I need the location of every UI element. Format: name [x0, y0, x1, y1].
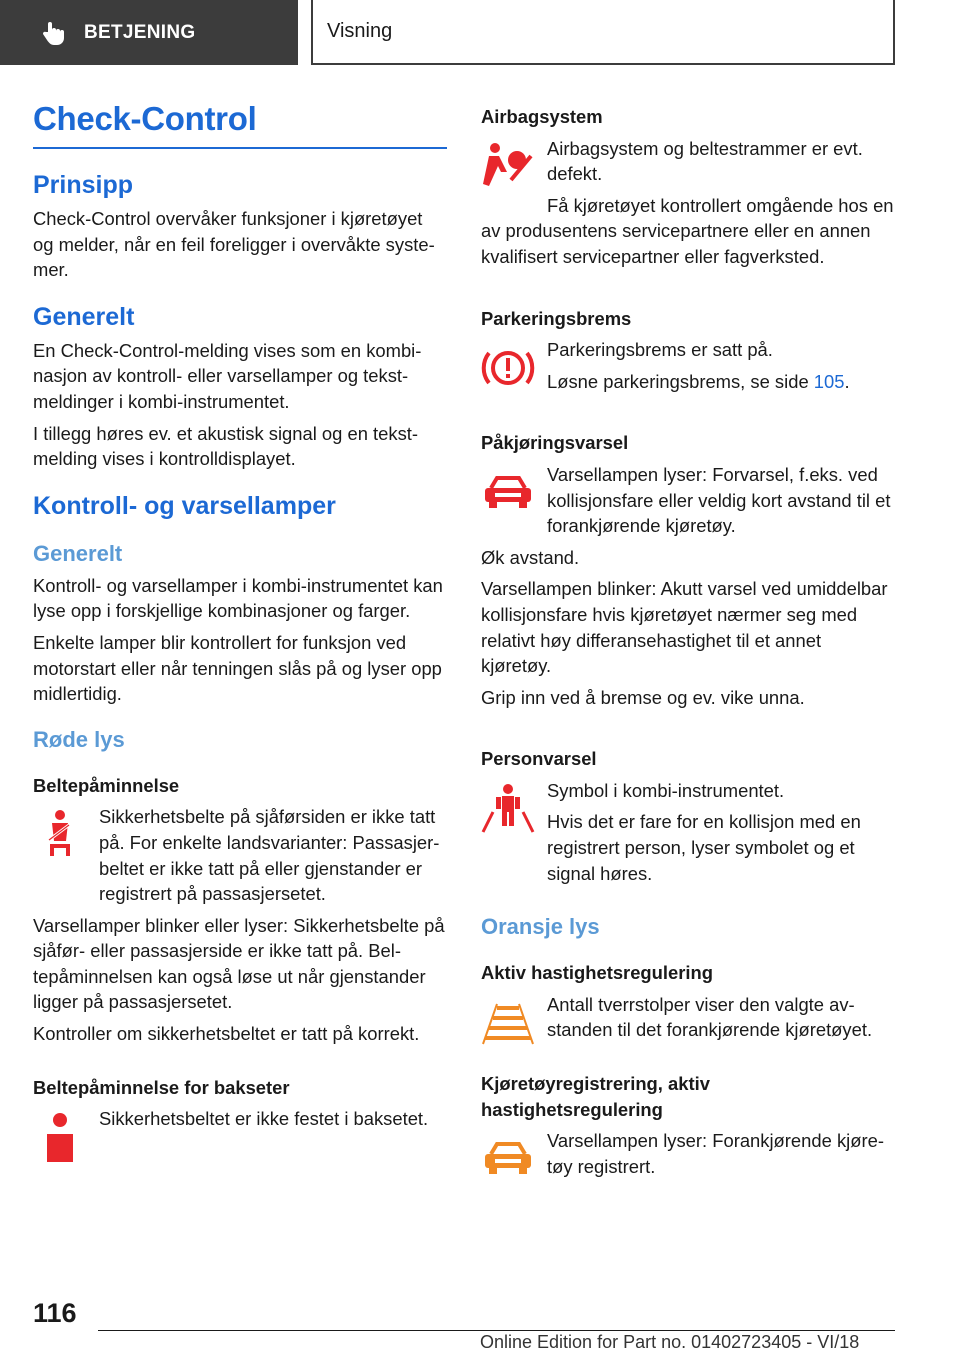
page-link-105[interactable]: 105 — [813, 370, 845, 392]
person-text-1: Symbol i kombi-instrumentet. — [547, 779, 785, 801]
belt-text-1: Sikkerhetsbelte på sjåførsiden er ikke tatt på. For enkelte landsvarianter: Passasjerbeltet er ikke tatt på eller gjenstander er registrert på passasjersetet. — [99, 806, 440, 905]
right-column — [481, 104, 895, 1185]
generelt-text-2: I tillegg høres ev. et akustisk signal og en tekstmelding vises i kontrolldisplayet. — [33, 422, 419, 470]
lamps-text-1: Kontroll- og varsellamper i kombi-instrumentet kan lyse opp i forskjellige kombinasjoner og farger. — [33, 574, 443, 622]
park-brake-heading: Parkeringsbrems — [481, 307, 632, 329]
airbag-warning — [481, 136, 895, 187]
person-text-2: Hvis det er fare for en kollisjon med en registrert person, lyser symbolet og et signal høres. — [547, 811, 861, 884]
airbag-heading: Airbagsystem — [481, 106, 603, 127]
distance-bars-icon — [481, 996, 535, 1050]
footer-divider — [98, 1330, 895, 1331]
section-label: BETJENING — [84, 21, 196, 43]
collision-warning — [481, 462, 895, 539]
collision-text-1: Varsellampen lyser: Forvarsel, f.eks. ved kollisjonsfare eller veldig kort avstand til et forankjørende kjøretøy. — [547, 463, 891, 537]
lamps-text-2: Enkelte lamper blir kontrollert for funksjon ved motorstart eller når tenningen slås på og lyser opp midlertidig. — [33, 631, 442, 705]
person-warning — [481, 778, 895, 886]
rear-belt-heading: Beltepåminnelse for bakseter — [33, 1076, 290, 1098]
collision-text-2: Øk avstand. — [481, 546, 580, 568]
park-brake-text-2-pre: Løsne parkeringsbrems, se side — [547, 370, 814, 392]
acc-text: Antall tverrstolper viser den valgte avstanden til det forankjørende kjøretøyet. — [547, 993, 873, 1041]
belt-text-3: Kontroller om sikkerhetsbeltet er tatt på korrekt. — [33, 1023, 420, 1045]
belt-warning — [33, 804, 447, 906]
park-brake-text-2 — [481, 369, 895, 395]
prinsipp-text: Check-Control overvåker funksjoner i kjøretøyet og melder, når en feil foreligger i overvåkte systemer. — [33, 208, 435, 281]
collision-text-3: Varsellampen blinker: Akutt varsel ved umiddelbar kollisjonsfare hvis kjøretøyet nærmer seg med relativt høy differansehastighet til et annet kjøretøy. — [481, 578, 888, 677]
collision-text-4: Grip inn ved å bremse og ev. vike unna. — [481, 686, 805, 708]
rear-seatbelt-icon — [33, 1110, 87, 1164]
acc-heading: Aktiv hastighetsregulering — [481, 962, 713, 984]
rear-belt-text: Sikkerhetsbeltet er ikke festet i baksetet. — [99, 1108, 429, 1130]
acc-warning — [481, 992, 895, 1043]
park-brake-text-1: Parkeringsbrems er satt på. — [547, 339, 773, 361]
car-front-orange-icon — [481, 1132, 535, 1186]
park-brake-text-2-post: . — [844, 370, 850, 392]
prinsipp-heading: Prinsipp — [33, 171, 134, 199]
page-title: Check-Control — [33, 100, 447, 149]
red-lights-heading: Røde lys — [33, 726, 125, 752]
orange-lights-heading: Oransje lys — [481, 914, 600, 940]
airbag-text-2: Få kjøretøyet kontrollert omgående hos en av produsentens servicepartnere eller en annen kvalifisert servicepartner eller fagverksted. — [481, 194, 894, 267]
subsection-label: Visning — [327, 20, 393, 42]
vehicle-detection-warning — [481, 1128, 895, 1179]
car-front-icon — [481, 466, 535, 520]
vehicle-detection-text: Varsellampen lyser: Forankjørende kjøretøy registrert. — [547, 1130, 884, 1177]
section-tab — [0, 0, 298, 65]
airbag-icon — [481, 140, 535, 194]
parking-brake-icon — [481, 341, 535, 395]
person-heading: Personvarsel — [481, 748, 597, 770]
park-brake-warning — [481, 337, 895, 394]
lamps-heading: Kontroll- og varsellamper — [33, 491, 336, 520]
subsection-tab — [311, 0, 895, 65]
pedestrian-icon — [481, 782, 535, 836]
lamps-generelt-heading: Generelt — [33, 540, 123, 566]
rear-belt-warning — [33, 1106, 447, 1132]
left-column — [33, 100, 447, 1138]
generelt-text-1: En Check-Control-melding vises som en kombinasjon av kontroll- eller varsellamper og tekstmeldinger i kombi-instrumentet. — [33, 339, 422, 412]
seatbelt-icon — [33, 808, 87, 862]
airbag-text-1: Airbagsystem og beltestrammer er evt. defekt. — [547, 137, 863, 185]
hand-pointer-icon — [40, 20, 66, 46]
belt-heading: Beltepåminnelse — [33, 774, 180, 796]
page-number: 116 — [33, 1298, 77, 1328]
vehicle-detection-heading: Kjøretøyregistrering, aktiv hastighetsregulering — [481, 1073, 710, 1120]
generelt-heading: Generelt — [33, 302, 135, 331]
belt-text-2: Varsellamper blinker eller lyser: Sikkerhetsbelte på sjåfør- eller passasjerside er ikke tatt på. Beltepåminnelsen kan også løse ut når gjenstander ligger på passasjersetet. — [33, 914, 445, 1013]
edition-text: Online Edition for Part no. 01402723405 - VI/18 — [480, 1332, 860, 1352]
collision-heading: Påkjøringsvarsel — [481, 432, 629, 454]
